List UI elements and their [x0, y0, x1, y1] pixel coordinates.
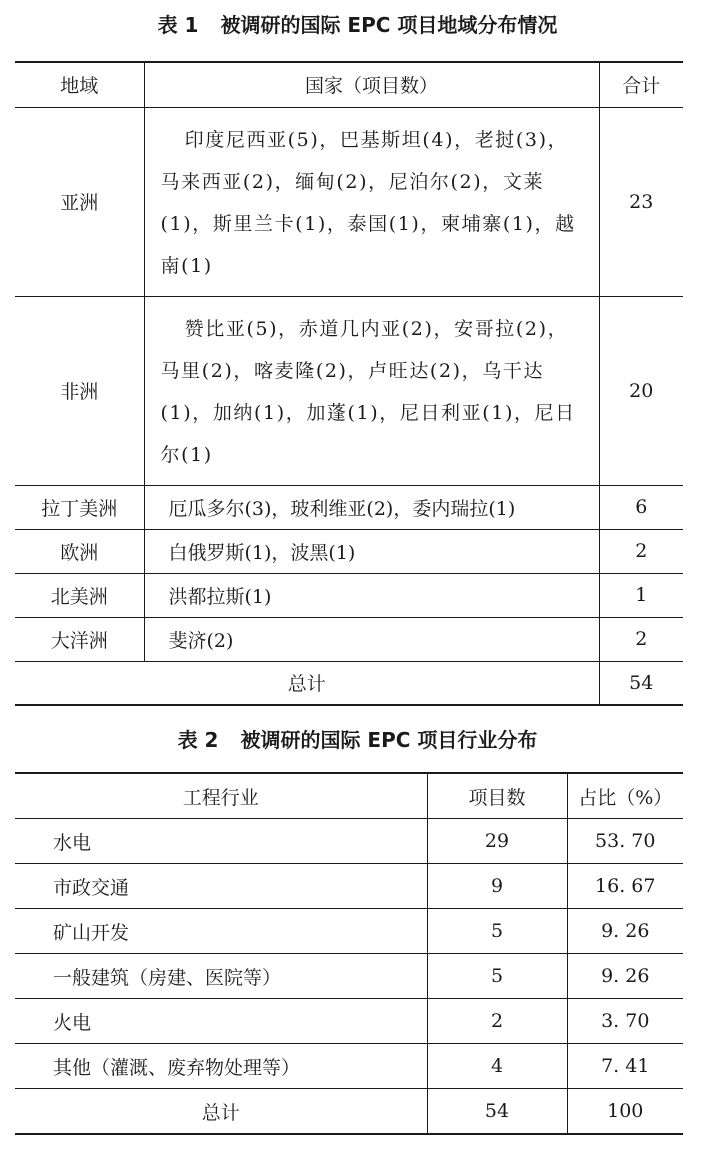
table2-sum-count: 54: [427, 1089, 567, 1135]
table1-sum-value: 54: [599, 661, 683, 705]
total-cell: 23: [599, 107, 683, 296]
countries-cell: [144, 107, 599, 296]
table-row: [15, 909, 683, 954]
region-cell: 非洲: [15, 296, 144, 485]
industry-cell: 市政交通: [15, 864, 427, 909]
industry-cell: 火电: [15, 999, 427, 1044]
countries-cell: 厄瓜多尔(3)，玻利维亚(2)，委内瑞拉(1): [144, 485, 599, 529]
countries-cell: 白俄罗斯(1)，波黑(1): [144, 529, 599, 573]
table1-header-countries: 国家（项目数）: [144, 62, 599, 107]
total-cell: 1: [599, 573, 683, 617]
region-distribution-table: [15, 61, 683, 706]
region-cell: 亚洲: [15, 107, 144, 296]
table1-caption-title: 被调研的国际 EPC 项目地域分布情况: [220, 13, 558, 37]
count-cell: 29: [427, 819, 567, 864]
table-row: [15, 819, 683, 864]
region-cell: 大洋洲: [15, 617, 144, 661]
table1-header-region: 地域: [15, 62, 144, 107]
table1-header-row: [15, 62, 683, 107]
total-cell: 6: [599, 485, 683, 529]
table-row: [15, 296, 683, 485]
total-cell: 20: [599, 296, 683, 485]
table-row: [15, 617, 683, 661]
industry-cell: 矿山开发: [15, 909, 427, 954]
percent-cell: 53. 70: [567, 819, 683, 864]
table2-caption-number: 表 2: [177, 728, 219, 752]
percent-cell: 9. 26: [567, 954, 683, 999]
table1-header-total: 合计: [599, 62, 683, 107]
percent-cell: 3. 70: [567, 999, 683, 1044]
table2-header-industry: 工程行业: [15, 773, 427, 819]
table-row: [15, 573, 683, 617]
table-row: [15, 529, 683, 573]
total-cell: 2: [599, 529, 683, 573]
industry-distribution-table: [15, 772, 683, 1135]
count-cell: 2: [427, 999, 567, 1044]
table2-header-row: [15, 773, 683, 819]
industry-cell: 其他（灌溉、废弃物处理等）: [15, 1044, 427, 1089]
countries-text: 赞比亚(5)，赤道几内亚(2)，安哥拉(2)，马里(2)，喀麦隆(2)，卢旺达(2)，乌干达(1)，加纳(1)，加蓬(1)，尼日利亚(1)，尼日尔(1): [160, 317, 576, 466]
total-cell: 2: [599, 617, 683, 661]
table2-caption: [0, 728, 715, 752]
table2-caption-title: 被调研的国际 EPC 项目行业分布: [240, 728, 538, 752]
table-row: [15, 1044, 683, 1089]
count-cell: 9: [427, 864, 567, 909]
percent-cell: 16. 67: [567, 864, 683, 909]
table2-header-count: 项目数: [427, 773, 567, 819]
table1-total-row: [15, 661, 683, 705]
count-cell: 5: [427, 954, 567, 999]
table-row: [15, 107, 683, 296]
table1-caption-number: 表 1: [157, 13, 199, 37]
count-cell: 4: [427, 1044, 567, 1089]
table2-sum-percent: 100: [607, 1100, 644, 1122]
count-cell: 5: [427, 909, 567, 954]
table2-total-row: [15, 1089, 683, 1135]
percent-cell: 7. 41: [567, 1044, 683, 1089]
countries-cell: 洪都拉斯(1): [144, 573, 599, 617]
region-cell: 拉丁美洲: [15, 485, 144, 529]
table2-sum-label: 总计: [201, 1101, 240, 1124]
region-cell: 北美洲: [15, 573, 144, 617]
table-row: [15, 954, 683, 999]
table2-header-percent: 占比（%）: [567, 773, 683, 819]
region-cell: 欧洲: [15, 529, 144, 573]
industry-cell: 水电: [15, 819, 427, 864]
table1-caption: [0, 13, 715, 37]
countries-text: 印度尼西亚(5)，巴基斯坦(4)，老挝(3)，马来西亚(2)，缅甸(2)，尼泊尔(2)，文莱(1)，斯里兰卡(1)，泰国(1)，柬埔寨(1)，越南(1): [160, 128, 576, 277]
table1-sum-label: 总计: [287, 673, 326, 696]
table-row: [15, 864, 683, 909]
percent-cell: 9. 26: [567, 909, 683, 954]
table-row: [15, 485, 683, 529]
table-row: [15, 999, 683, 1044]
countries-cell: [144, 296, 599, 485]
industry-cell: 一般建筑（房建、医院等）: [15, 954, 427, 999]
countries-cell: 斐济(2): [144, 617, 599, 661]
